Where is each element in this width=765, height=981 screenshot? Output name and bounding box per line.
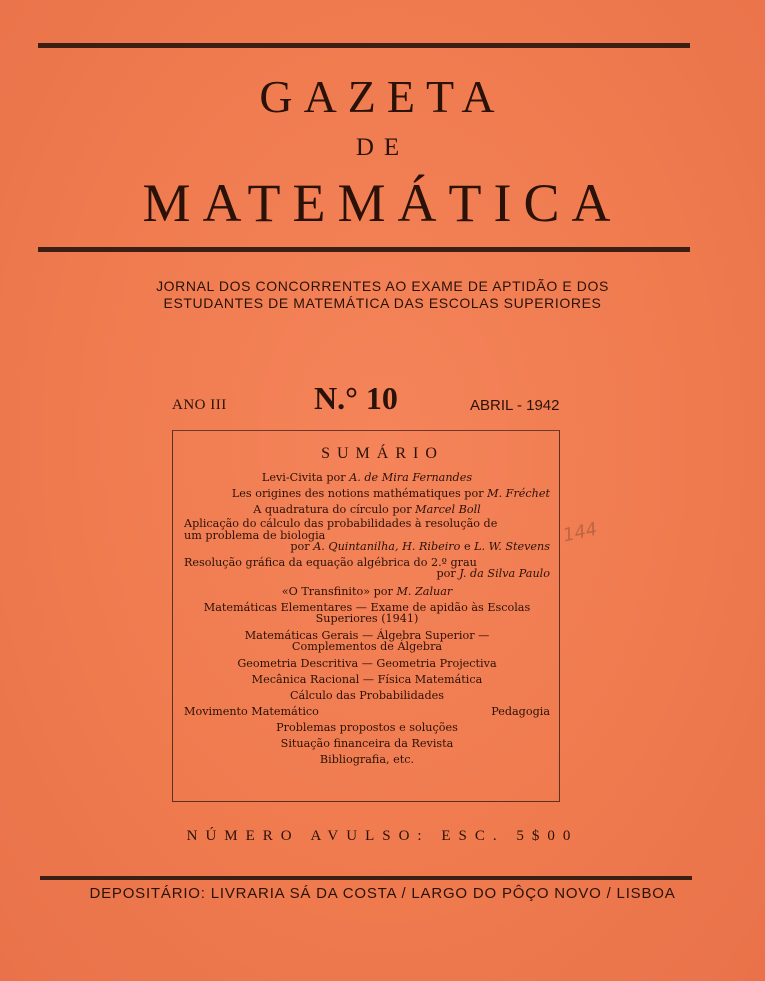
entry-line: Matemáticas Gerais — Álgebra Superior — [244, 628, 490, 642]
handwritten-note: 144 [561, 518, 600, 547]
summary-entry-gerais [184, 630, 550, 653]
entry-line: Matemáticas Elementares — Exame de apidão às Escolas [203, 600, 531, 614]
summary-entry-transfinito [184, 584, 550, 600]
summary-entry-mecanica: Mecânica Racional — Física Matemática [251, 672, 483, 686]
issue-date: ABRIL - 1942 [470, 397, 560, 414]
summary-entry-quadratura [184, 502, 550, 518]
journal-subtitle [0, 278, 765, 312]
summary-entry-situacao: Situação financeira da Revista [280, 737, 454, 751]
entry-line: um problema de biologia [184, 528, 326, 542]
entry-text: A quadratura do círculo por [253, 503, 416, 517]
entry-line: Superiores (1941) [315, 612, 419, 626]
entry-text: Levi-Civita por [261, 471, 350, 484]
title-matematica: MATEMÁTICA [142, 173, 623, 233]
middle-rule [38, 247, 690, 252]
summary-entry-movimento [184, 704, 550, 720]
entry-line: Resolução gráfica da equação algébrica do 2.º grau [184, 555, 477, 569]
bottom-rule [40, 876, 692, 880]
entry-conjunction: e [460, 540, 475, 554]
summary-entry-calculo: Cálculo das Probabilidades [290, 689, 444, 703]
title-gazeta: GAZETA [259, 71, 506, 122]
entry-text: «O Transfinito» por [281, 584, 397, 598]
top-rule [38, 43, 690, 48]
summary-entry-origines [184, 486, 550, 502]
summary-entry-geometria: Geometria Descritiva — Geometria Projectiva [237, 656, 497, 670]
entry-por: por [436, 567, 460, 581]
title-de: DE [355, 134, 410, 161]
entry-por: por [290, 540, 314, 554]
entry-author: A. Quintanilha, H. Ribeiro [313, 540, 461, 554]
entry-author: L. W. Stevens [474, 540, 550, 554]
summary-entry-problemas: Problemas propostos e soluções [276, 721, 458, 735]
entry-text: Les origines des notions mathématiques por [231, 487, 488, 501]
distributor-line: DEPOSITÁRIO: LIVRARIA SÁ DA COSTA / LARGO DO PÔÇO NOVO / LISBOA [89, 885, 676, 902]
entry-authors [184, 568, 550, 580]
entry-author: J. da Silva Paulo [459, 567, 550, 581]
summary-entry-elementares [184, 602, 550, 625]
entry-right: Pedagogia [491, 705, 550, 719]
subtitle-line-1: JORNAL DOS CONCORRENTES AO EXAME DE APTIDÃO E DOS [156, 278, 609, 294]
summary-entry-levi-civita [184, 470, 550, 486]
entry-author: M. Zaluar [396, 584, 453, 598]
entry-left: Movimento Matemático [184, 705, 319, 719]
issue-year: ANO III [172, 397, 227, 413]
summary-entry-bibliografia: Bibliografia, etc. [319, 753, 415, 767]
summary-entries [184, 470, 550, 769]
summary-entry-resolucao [184, 557, 550, 580]
entry-line: Aplicação do cálculo das probabilidades à resolução de [184, 517, 498, 531]
entry-author: A. de Mira Fernandes [349, 471, 473, 484]
summary-entry-aplicacao [184, 518, 550, 553]
entry-line: Complementos de Álgebra [291, 640, 443, 654]
entry-author: M. Fréchet [487, 487, 550, 501]
subtitle-line-2: ESTUDANTES DE MATEMÁTICA DAS ESCOLAS SUPERIORES [163, 295, 602, 311]
issue-number: N.° 10 [314, 380, 398, 416]
entry-authors [184, 541, 550, 553]
single-issue-price: NÚMERO AVULSO: ESC. 5$00 [186, 828, 579, 844]
summary-title: SUMÁRIO [321, 445, 444, 462]
entry-author: Marcel Boll [415, 503, 481, 517]
